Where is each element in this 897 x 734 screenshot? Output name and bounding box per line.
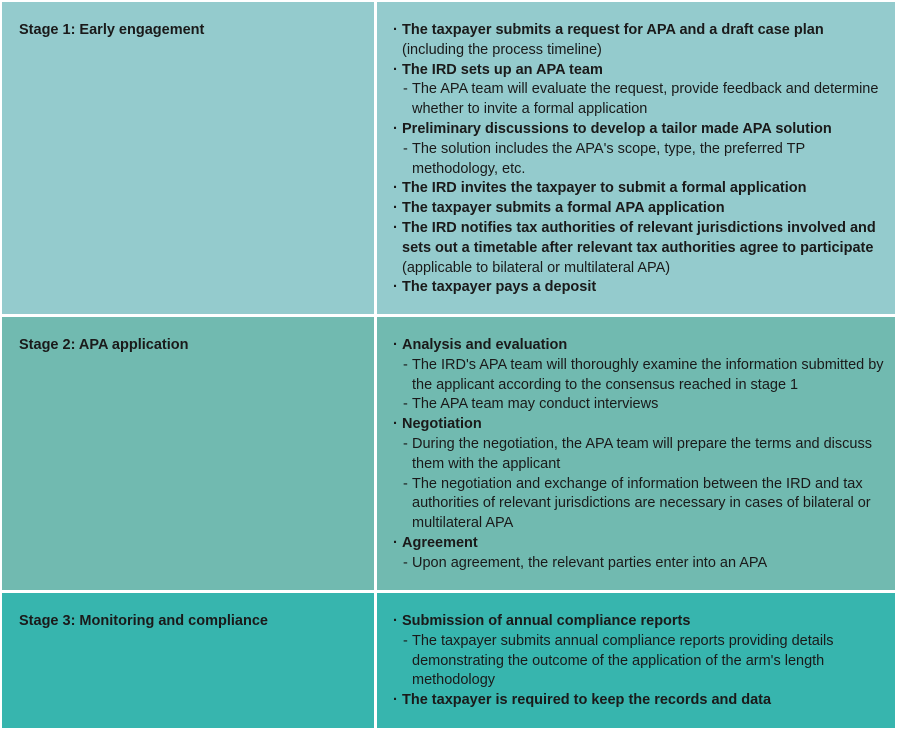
stage-1-item-6	[395, 219, 887, 278]
stage-2-item-2-sub-1: - During the negotiation, the APA team will prepare the terms and discuss them with the applicant	[395, 435, 887, 475]
item-note: (including the process timeline)	[402, 41, 602, 58]
item-title: The taxpayer is required to keep the records and data	[402, 692, 772, 709]
item-note: (applicable to bilateral or multilateral APA)	[402, 259, 671, 276]
stage-2-content-cell	[377, 317, 895, 590]
stage-1-item-3	[395, 120, 887, 140]
stage-1-label-cell	[2, 2, 374, 314]
item-title: The taxpayer pays a deposit	[402, 279, 597, 296]
stage-2-item-2-sub-2: - The negotiation and exchange of information between the IRD and tax authorities of relevant jurisdictions are necessary in cases of bilateral or multilateral APA	[395, 475, 887, 534]
stage-2-item-3-sub-1: - Upon agreement, the relevant parties enter into an APA	[395, 554, 887, 574]
stage-2-item-2	[395, 415, 887, 435]
stage-2-item-1	[395, 336, 887, 356]
stage-1-content-cell	[377, 2, 895, 314]
item-title: Agreement	[402, 534, 478, 551]
stage-1-item-7	[395, 278, 887, 298]
stage-1-item-1	[395, 21, 887, 61]
stage-2-item-1-sub-2: - The APA team may conduct interviews	[395, 395, 887, 415]
item-title: Preliminary discussions to develop a tailor made APA solution	[402, 120, 832, 137]
apa-process-table	[2, 2, 895, 728]
stage-3-item-1	[395, 612, 887, 632]
stage-1-item-2	[395, 61, 887, 81]
item-title: Analysis and evaluation	[402, 337, 568, 353]
item-title: The IRD sets up an APA team	[402, 61, 603, 78]
item-title: Negotiation	[402, 416, 482, 433]
stage-1-item-2-sub-1: - The APA team will evaluate the request, provide feedback and determine whether to invite a formal application	[395, 80, 887, 120]
stage-2-label: Stage 2: APA application	[19, 337, 189, 353]
item-title: The IRD notifies tax authorities of relevant jurisdictions involved and sets out a timetable after relevant tax authorities agree to participate	[402, 219, 876, 256]
stage-3-item-2	[395, 691, 887, 711]
item-title: The IRD invites the taxpayer to submit a formal application	[402, 180, 807, 197]
stage-1-item-3-sub-1: - The solution includes the APA's scope, type, the preferred TP methodology, etc.	[395, 140, 887, 180]
stage-3-label-cell	[2, 593, 374, 728]
stage-3-content-cell	[377, 593, 895, 728]
stage-2-label-cell	[2, 317, 374, 590]
stage-3-item-1-sub-1: - The taxpayer submits annual compliance reports providing details demonstrating the outcome of the application of the arm's length methodology	[395, 632, 887, 691]
item-title: The taxpayer submits a request for APA and a draft case plan	[402, 22, 824, 38]
stage-1-item-4	[395, 179, 887, 199]
stage-2-item-1-sub-1: - The IRD's APA team will thoroughly examine the information submitted by the applicant according to the consensus reached in stage 1	[395, 356, 887, 396]
item-title: The taxpayer submits a formal APA application	[402, 200, 725, 217]
stage-1-item-5	[395, 199, 887, 219]
stage-3-label: Stage 3: Monitoring and compliance	[19, 613, 268, 629]
stage-2-item-3	[395, 534, 887, 554]
stage-1-label: Stage 1: Early engagement	[19, 22, 205, 38]
item-title: Submission of annual compliance reports	[402, 613, 691, 629]
